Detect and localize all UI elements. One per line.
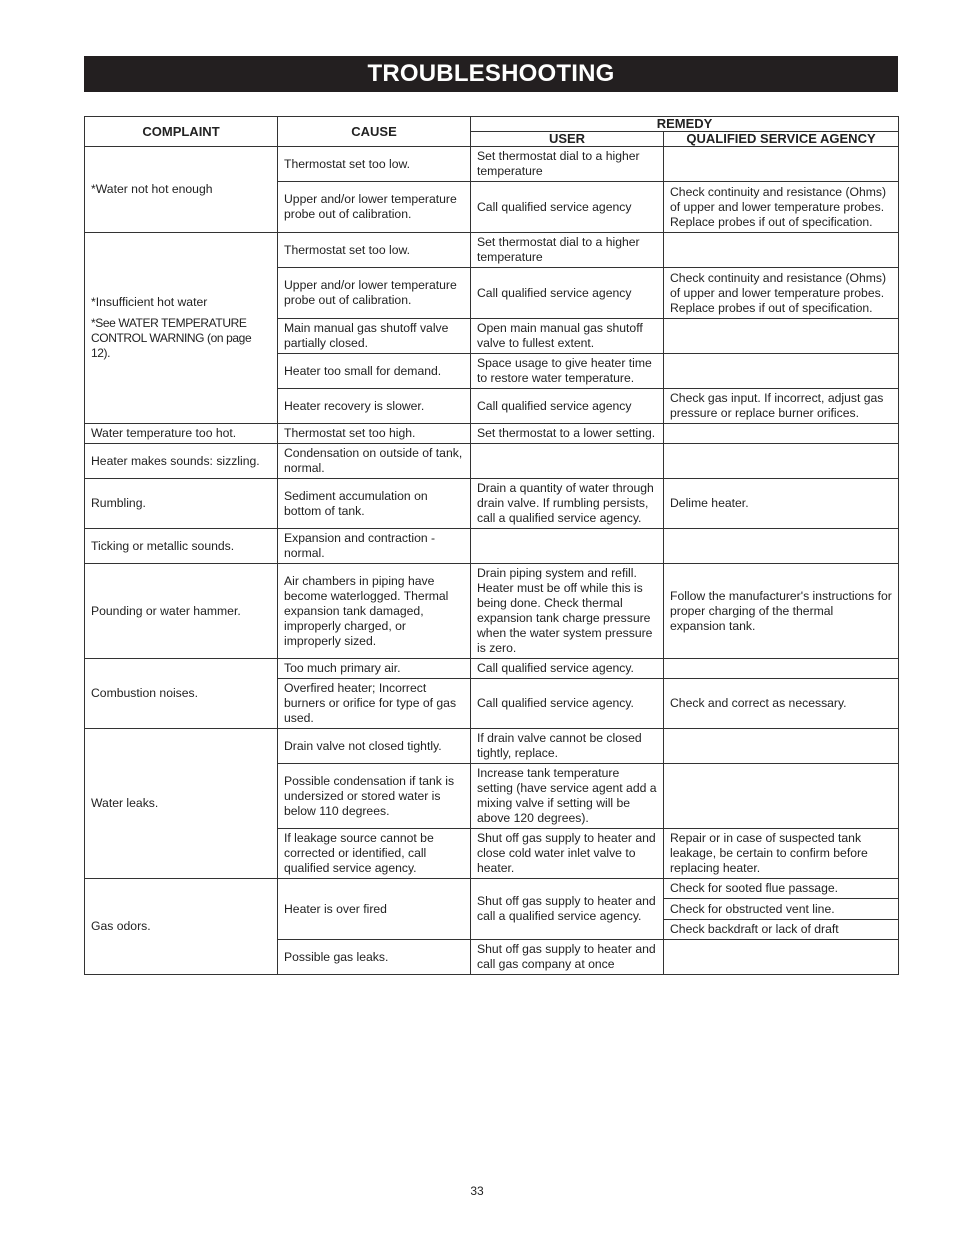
header-cause: CAUSE xyxy=(278,117,471,147)
header-complaint: COMPLAINT xyxy=(85,117,278,147)
agency-remedy-cell: Check for obstructed vent line. xyxy=(664,899,899,920)
user-remedy-cell: Call qualified service agency xyxy=(471,268,664,319)
page-number: 33 xyxy=(470,1184,484,1198)
agency-remedy-cell xyxy=(664,659,899,679)
user-remedy-cell: Set thermostat dial to a higher temperature xyxy=(471,147,664,182)
cause-cell: Possible gas leaks. xyxy=(278,940,471,975)
agency-remedy-cell: Check backdraft or lack of draft xyxy=(664,920,899,940)
user-remedy-cell xyxy=(471,529,664,564)
cause-cell: Heater is over fired xyxy=(278,879,471,940)
agency-remedy-cell: Delime heater. xyxy=(664,479,899,529)
agency-remedy-cell xyxy=(664,354,899,389)
agency-remedy-cell: Check continuity and resistance (Ohms) of upper and lower temperature probes. Replace probes if out of specification. xyxy=(664,268,899,319)
user-remedy-cell: Shut off gas supply to heater and close cold water inlet valve to heater. xyxy=(471,829,664,879)
user-remedy-cell: Call qualified service agency. xyxy=(471,679,664,729)
complaint-gas-odors: Gas odors. xyxy=(85,879,278,975)
agency-remedy-cell: Check and correct as necessary. xyxy=(664,679,899,729)
agency-remedy-cell: Repair or in case of suspected tank leakage, be certain to confirm before replacing heater. xyxy=(664,829,899,879)
cause-cell: Thermostat set too low. xyxy=(278,233,471,268)
user-remedy-cell: Increase tank temperature setting (have service agent add a mixing valve if setting will be above 120 degrees). xyxy=(471,764,664,829)
agency-remedy-cell xyxy=(664,444,899,479)
header-qualified-service-agency: QUALIFIED SERVICE AGENCY xyxy=(664,132,899,147)
cause-cell: Possible condensation if tank is undersized or stored water is below 110 degrees. xyxy=(278,764,471,829)
agency-remedy-cell xyxy=(664,940,899,975)
user-remedy-cell: Shut off gas supply to heater and call a qualified service agency. xyxy=(471,879,664,940)
complaint-pounding: Pounding or water hammer. xyxy=(85,564,278,659)
agency-remedy-cell xyxy=(664,233,899,268)
complaint-sizzling: Heater makes sounds: sizzling. xyxy=(85,444,278,479)
user-remedy-cell: Set thermostat dial to a higher temperature xyxy=(471,233,664,268)
cause-cell: Main manual gas shutoff valve partially closed. xyxy=(278,319,471,354)
agency-remedy-cell xyxy=(664,424,899,444)
cause-cell: If leakage source cannot be corrected or identified, call qualified service agency. xyxy=(278,829,471,879)
cause-cell: Overfired heater; Incorrect burners or orifice for type of gas used. xyxy=(278,679,471,729)
user-remedy-cell: Set thermostat to a lower setting. xyxy=(471,424,664,444)
user-remedy-cell xyxy=(471,444,664,479)
cause-cell: Sediment accumulation on bottom of tank. xyxy=(278,479,471,529)
cause-cell: Expansion and contraction - normal. xyxy=(278,529,471,564)
complaint-water-leaks: Water leaks. xyxy=(85,729,278,879)
user-remedy-cell: Drain piping system and refill. Heater must be off while this is being done. Check thermal expansion tank charge pressure when the water system pressure is zero. xyxy=(471,564,664,659)
cause-cell: Thermostat set too low. xyxy=(278,147,471,182)
complaint-water-temperature-too-hot: Water temperature too hot. xyxy=(85,424,278,444)
cause-cell: Heater too small for demand. xyxy=(278,354,471,389)
agency-remedy-cell: Follow the manufacturer's instructions for proper charging of the thermal expansion tank. xyxy=(664,564,899,659)
page-title: TROUBLESHOOTING xyxy=(84,56,898,92)
agency-remedy-cell xyxy=(664,319,899,354)
cause-cell: Air chambers in piping have become waterlogged. Thermal expansion tank damaged, improperly charged, or improperly sized. xyxy=(278,564,471,659)
agency-remedy-cell xyxy=(664,529,899,564)
complaint-insufficient-hot-water xyxy=(85,233,278,424)
header-remedy: REMEDY xyxy=(471,117,899,132)
complaint-water-not-hot-enough: *Water not hot enough xyxy=(85,147,278,233)
complaint-combustion-noises: Combustion noises. xyxy=(85,659,278,729)
cause-cell: Upper and/or lower temperature probe out of calibration. xyxy=(278,182,471,233)
troubleshooting-table xyxy=(84,116,899,975)
user-remedy-cell: Space usage to give heater time to restore water temperature. xyxy=(471,354,664,389)
user-remedy-cell: Call qualified service agency. xyxy=(471,659,664,679)
agency-remedy-cell xyxy=(664,764,899,829)
cause-cell: Heater recovery is slower. xyxy=(278,389,471,424)
complaint-ticking: Ticking or metallic sounds. xyxy=(85,529,278,564)
agency-remedy-cell: Check continuity and resistance (Ohms) of upper and lower temperature probes. Replace probes if out of specification. xyxy=(664,182,899,233)
complaint-label: *Insufficient hot water xyxy=(91,295,208,309)
cause-cell: Drain valve not closed tightly. xyxy=(278,729,471,764)
cause-cell: Condensation on outside of tank, normal. xyxy=(278,444,471,479)
agency-remedy-cell: Check for sooted flue passage. xyxy=(664,879,899,899)
user-remedy-cell: Drain a quantity of water through drain valve. If rumbling persists, call a qualified service agency. xyxy=(471,479,664,529)
agency-remedy-cell xyxy=(664,729,899,764)
user-remedy-cell: Call qualified service agency xyxy=(471,182,664,233)
agency-remedy-cell xyxy=(664,147,899,182)
agency-remedy-cell: Check gas input. If incorrect, adjust gas pressure or replace burner orifices. xyxy=(664,389,899,424)
cause-cell: Thermostat set too high. xyxy=(278,424,471,444)
user-remedy-cell: If drain valve cannot be closed tightly, replace. xyxy=(471,729,664,764)
cause-cell: Too much primary air. xyxy=(278,659,471,679)
user-remedy-cell: Call qualified service agency xyxy=(471,389,664,424)
header-user: USER xyxy=(471,132,664,147)
user-remedy-cell: Shut off gas supply to heater and call gas company at once xyxy=(471,940,664,975)
complaint-rumbling: Rumbling. xyxy=(85,479,278,529)
user-remedy-cell: Open main manual gas shutoff valve to fullest extent. xyxy=(471,319,664,354)
complaint-note: *See WATER TEMPERATURE CONTROL WARNING (on page 12). xyxy=(91,316,252,360)
cause-cell: Upper and/or lower temperature probe out of calibration. xyxy=(278,268,471,319)
